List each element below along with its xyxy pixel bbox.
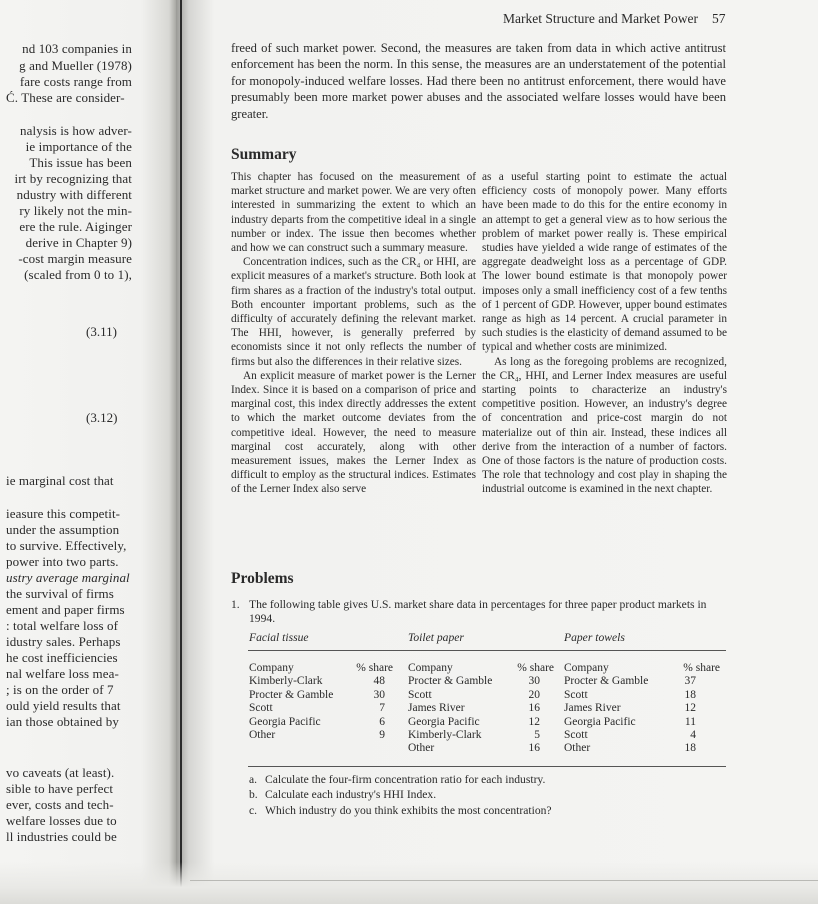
left-page-line: ement and paper firms xyxy=(6,602,125,617)
company-cell: Scott xyxy=(408,688,432,701)
table-row xyxy=(408,729,554,742)
share-cell: 12 xyxy=(528,715,540,728)
summary-paragraph: As long as the foregoing problems are recognized, the CR₄, HHI, and Lerner Index measures are useful starting points to characterize an industry's competitive position. However, an industry's degree of concentration and price-cost margin do not materialize out of thin air. Instead, these indices all derive from the interaction of a number of factors. One of those factors is the nature of production costs. The role that technology and cost play in shaping the industrial outcome is examined in the next chapter. xyxy=(482,355,727,496)
left-page-line: ould yield results that xyxy=(6,698,121,713)
share-cell: 5 xyxy=(534,729,540,742)
company-cell: Other xyxy=(564,742,591,755)
share-cell: 16 xyxy=(528,702,540,715)
left-page-line: welfare losses due to xyxy=(6,813,117,828)
table-row xyxy=(408,716,554,729)
left-page-line: ere the rule. Aiginger xyxy=(19,219,132,234)
table-header-row xyxy=(408,662,554,675)
company-cell: Scott xyxy=(564,729,588,742)
left-page-line: idustry sales. Perhaps xyxy=(6,634,121,649)
column-header: Company xyxy=(564,662,609,674)
left-page-line: This issue has been xyxy=(29,155,132,170)
left-page-line: ie marginal cost that xyxy=(6,473,114,488)
share-cell: 6 xyxy=(379,715,385,728)
summary-left-column xyxy=(231,170,476,497)
question-text: Which industry do you think exhibits the most concentration? xyxy=(265,803,552,817)
table-row xyxy=(249,716,393,729)
table-row xyxy=(408,742,554,755)
left-page-line: ieasure this competit- xyxy=(6,506,121,521)
company-cell: Procter & Gamble xyxy=(408,675,493,688)
table-row xyxy=(408,689,554,702)
company-cell: James River xyxy=(564,702,621,715)
problem-number: 1. xyxy=(231,598,240,611)
company-cell: Kimberly-Clark xyxy=(249,675,323,688)
question-label: a. xyxy=(249,773,258,786)
share-cell: 16 xyxy=(528,742,540,755)
company-cell: Procter & Gamble xyxy=(249,688,334,701)
company-cell: Other xyxy=(408,742,435,755)
intro-paragraph: freed of such market power. Second, the measures are taken from data in which active antitrust enforcement has been the norm. In this sense, the measures are an understatement of the potential for monopoly-induced welfare losses. Had there been no antitrust enforcement, there would have presumably been more market power abuses and the associated welfare losses would have been greater. xyxy=(231,41,726,121)
left-page-line: ie importance of the xyxy=(25,139,132,154)
table-rule-bottom xyxy=(248,766,726,767)
table-row xyxy=(249,689,393,702)
table-row xyxy=(408,675,554,688)
column-header: % share xyxy=(683,662,720,674)
column-header: % share xyxy=(356,662,393,674)
left-page-line: ry likely not the min- xyxy=(19,203,132,218)
question-b xyxy=(249,787,552,802)
summary-heading: Summary xyxy=(231,146,297,163)
table-row xyxy=(564,742,720,755)
share-cell: 4 xyxy=(690,729,696,742)
page-spine xyxy=(180,0,182,904)
running-header xyxy=(503,11,725,27)
equation-number: (3.11) xyxy=(86,324,117,339)
share-cell: 48 xyxy=(373,675,385,688)
share-cell: 9 xyxy=(379,729,385,742)
page-bottom-shadow xyxy=(0,862,818,904)
table-row xyxy=(249,729,393,742)
left-page-line: nalysis is how adver- xyxy=(20,123,132,138)
company-cell: Kimberly-Clark xyxy=(408,729,482,742)
equation-number: (3.12) xyxy=(86,410,118,425)
left-page-line: power into two parts. xyxy=(6,554,119,569)
summary-paragraph: Concentration indices, such as the CR₄ or HHI, are explicit measures of a market's structure. Both look at firm shares as a fraction of the industry's total output. Both encounter important problems, such as the difficulty of accurately defining the relevant market. The HHI, however, is generally preferred by economists since it not only reflects the number of firms but also the differences in their relative sizes. xyxy=(231,256,476,368)
share-cell: 18 xyxy=(684,688,696,701)
summary-paragraph: This chapter has focused on the measurement of market structure and market power. We are very often interested in summarizing the extent to which an industry departs from the competitive ideal in a single number or index. The issue then becomes whether and how we can construct such a summary measure. xyxy=(231,171,476,255)
left-page-line: sible to have perfect xyxy=(6,781,114,796)
summary-paragraph: An explicit measure of market power is the Lerner Index. Since it is based on a comparison of price and marginal cost, this index directly addresses the extent to which the market outcome deviates from the competitive ideal. However, the need to measure marginal cost accurately, along with other measurement issues, makes the Lerner Index as difficult to employ as the structural indices. Estimates of the Lerner Index also serve xyxy=(231,369,476,496)
table-header-row xyxy=(249,662,393,675)
table-row xyxy=(564,675,720,688)
left-page-line: ian those obtained by xyxy=(6,714,119,729)
left-page-line: ever, costs and tech- xyxy=(6,797,114,812)
left-page-line: (scaled from 0 to 1), xyxy=(24,267,132,282)
question-text: Calculate each industry's HHI Index. xyxy=(265,788,437,802)
left-page-line: ustry average marginal xyxy=(6,570,130,585)
left-page-line: ll industries could be xyxy=(6,829,117,844)
page-bottom-rule xyxy=(190,880,818,881)
company-cell: Georgia Pacific xyxy=(564,715,636,728)
table-paper-towels xyxy=(564,662,720,756)
company-cell: Procter & Gamble xyxy=(564,675,649,688)
industry-heading-towels: Paper towels xyxy=(564,631,625,644)
column-header: % share xyxy=(517,662,554,674)
company-cell: James River xyxy=(408,702,465,715)
table-row xyxy=(564,716,720,729)
table-facial-tissue xyxy=(249,662,393,742)
table-toilet-paper xyxy=(408,662,554,756)
left-page xyxy=(0,0,176,904)
left-page-line: -cost margin measure xyxy=(18,251,132,266)
share-cell: 37 xyxy=(684,675,696,688)
page-number: 57 xyxy=(711,11,726,26)
left-page-line: he cost inefficiencies xyxy=(6,650,118,665)
left-page-line: Ć. These are consider- xyxy=(6,90,125,105)
left-page-line: to survive. Effectively, xyxy=(6,538,127,553)
left-page-line: the survival of firms xyxy=(6,586,114,601)
left-page-line: ; is on the order of 7 xyxy=(6,682,114,697)
question-a xyxy=(249,772,552,787)
left-page-line: fare costs range from xyxy=(19,74,132,89)
question-label: c. xyxy=(249,803,258,817)
company-cell: Scott xyxy=(564,688,588,701)
left-page-line: nd 103 companies in xyxy=(22,41,132,56)
table-row xyxy=(564,689,720,702)
left-page-line: : total welfare loss of xyxy=(6,618,119,633)
company-cell: Scott xyxy=(249,702,273,715)
question-text: Calculate the four-firm concentration ratio for each industry. xyxy=(265,773,546,786)
industry-heading-facial: Facial tissue xyxy=(249,631,309,644)
left-page-line: vo caveats (at least). xyxy=(6,765,115,780)
question-label: b. xyxy=(249,788,258,802)
share-cell: 11 xyxy=(684,715,696,728)
company-cell: Georgia Pacific xyxy=(408,715,480,728)
table-row xyxy=(249,702,393,715)
company-cell: Georgia Pacific xyxy=(249,715,321,728)
problem-questions xyxy=(249,772,552,818)
question-c xyxy=(249,803,552,818)
problem-1 xyxy=(231,598,726,627)
problems-heading: Problems xyxy=(231,570,294,587)
column-header: Company xyxy=(408,662,453,674)
share-cell: 18 xyxy=(684,742,696,755)
table-row xyxy=(564,702,720,715)
share-cell: 30 xyxy=(373,688,385,701)
table-rule-top xyxy=(248,650,726,651)
left-page-line: g and Mueller (1978) xyxy=(19,58,132,73)
column-header: Company xyxy=(249,662,294,674)
share-cell: 20 xyxy=(528,688,540,701)
table-row xyxy=(408,702,554,715)
table-row xyxy=(564,729,720,742)
left-page-line: irt by recognizing that xyxy=(14,171,132,186)
share-cell: 30 xyxy=(528,675,540,688)
summary-right-column xyxy=(482,170,727,497)
industry-heading-toilet: Toilet paper xyxy=(408,631,464,644)
summary-paragraph: as a useful starting point to estimate the actual efficiency costs of monopoly power. Many efforts have been made to do this for the entire economy in an attempt to get a general view as to how serious the problem of market power really is. These empirical studies have yielded a wide range of estimates of the aggregate deadweight loss as a percentage of GDP. The lower bound estimate is that monopoly power imposes only a small inefficiency cost of a few tenths of 1 percent of GDP. However, upper bound estimates range as high as 14 percent. A crucial parameter in such studies is the elasticity of demand assumed to be typical and whether costs are minimized. xyxy=(482,171,727,354)
header-title: Market Structure and Market Power xyxy=(503,11,698,26)
company-cell: Other xyxy=(249,729,276,742)
left-page-line: ndustry with different xyxy=(16,187,132,202)
share-cell: 7 xyxy=(379,702,385,715)
problem-text: The following table gives U.S. market share data in percentages for three paper product markets in 1994. xyxy=(249,598,707,626)
left-page-line: derive in Chapter 9) xyxy=(25,235,132,250)
table-row xyxy=(249,675,393,688)
table-header-row xyxy=(564,662,720,675)
left-page-line: nal welfare loss mea- xyxy=(6,666,119,681)
share-cell: 12 xyxy=(684,702,696,715)
left-page-line: under the assumption xyxy=(6,522,120,537)
